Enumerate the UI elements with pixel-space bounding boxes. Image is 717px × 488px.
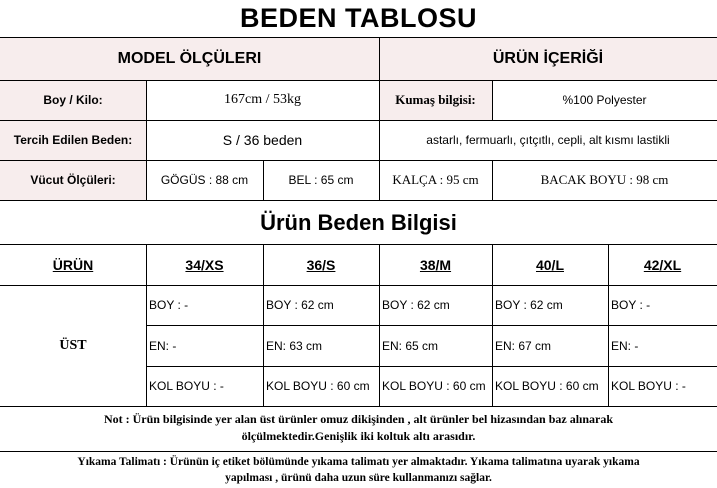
size-42-length: BOY : -: [611, 298, 651, 312]
size-40-length: BOY : 62 cm: [495, 298, 563, 312]
height-weight-value: 167cm / 53kg: [224, 92, 301, 107]
model-measurements-heading: MODEL ÖLÇÜLERI: [117, 50, 262, 67]
grid-line: [0, 451, 717, 452]
grid-line: [0, 406, 717, 407]
grid-line: [0, 200, 717, 201]
preferred-size-value: S / 36 beden: [222, 132, 303, 148]
product-content-heading: ÜRÜN İÇERİĞİ: [492, 50, 604, 67]
grid-line: [146, 245, 147, 406]
size-info-heading: Ürün Beden Bilgisi: [260, 210, 457, 235]
hip-measurement: KALÇA : 95 cm: [392, 172, 479, 187]
measurement-note-line2: ölçülmektedir.Genişlik iki koltuk altı arasıdır.: [241, 429, 476, 443]
size-38-sleeve: KOL BOYU : 60 cm: [382, 379, 486, 393]
washing-instructions: [0, 454, 717, 488]
size-42-xl-header: 42/XL: [643, 257, 682, 273]
measurement-note-line1: Not : Ürün bilgisinde yer alan üst ürünler omuz dikişinden , alt ürünler bel hizasından baz alınarak: [103, 412, 614, 426]
grid-line: [0, 285, 717, 286]
washing-instructions-line1: Yıkama Talimatı : Ürünün iç etiket bölümünde yıkama talimatı yer almaktadır. Yıkama talimatına uyarak yıkama: [77, 456, 640, 468]
size-36-length: BOY : 62 cm: [266, 298, 334, 312]
body-measurements-label: Vücut Ölçüleri:: [30, 173, 116, 187]
fabric-label: Kumaş bilgisi:: [395, 92, 476, 107]
waist-measurement: BEL : 65 cm: [288, 173, 354, 187]
grid-line: [492, 160, 493, 200]
grid-line: [0, 80, 717, 81]
preferred-size-label: Tercih Edilen Beden:: [13, 133, 133, 147]
grid-line: [0, 120, 717, 121]
grid-line: [379, 38, 380, 200]
grid-line: [0, 244, 717, 245]
size-36-width: EN: 63 cm: [266, 338, 323, 353]
size-36-sleeve: KOL BOYU : 60 cm: [266, 379, 370, 393]
grid-line: [492, 245, 493, 406]
grid-line: [492, 80, 493, 120]
grid-line: [0, 160, 717, 161]
size-40-width: EN: 67 cm: [495, 338, 552, 353]
top-row-label: ÜST: [59, 337, 87, 353]
size-34-xs-header: 34/XS: [185, 257, 224, 273]
washing-instructions-line2: yapılması , ürünü daha uzun süre kullanmanızı sağlar.: [225, 472, 492, 484]
size-42-width: EN: -: [611, 338, 639, 353]
grid-line: [146, 80, 147, 200]
grid-line: [146, 325, 717, 326]
grid-line: [263, 160, 264, 200]
product-column-header: ÜRÜN: [52, 257, 94, 273]
size-40-sleeve: KOL BOYU : 60 cm: [495, 379, 599, 393]
size-34-width: EN: -: [149, 338, 177, 353]
size-40-l-header: 40/L: [535, 257, 564, 273]
size-42-sleeve: KOL BOYU : -: [611, 379, 686, 393]
size-38-m-header: 38/M: [419, 257, 452, 273]
size-34-sleeve: KOL BOYU : -: [149, 379, 224, 393]
grid-line: [263, 245, 264, 406]
product-features: astarlı, fermuarlı, çıtçıtlı, cepli, alt kısmı lastikli: [426, 133, 670, 147]
height-weight-label: Boy / Kilo:: [43, 93, 103, 107]
grid-line: [608, 245, 609, 406]
size-36-s-header: 36/S: [306, 257, 336, 273]
chest-measurement: GÖGÜS : 88 cm: [160, 173, 249, 187]
size-34-length: BOY : -: [149, 298, 189, 312]
fabric-value: %100 Polyester: [562, 93, 647, 107]
grid-line: [379, 245, 380, 406]
size-38-width: EN: 65 cm: [382, 338, 439, 353]
grid-line: [0, 37, 717, 38]
leg-length-measurement: BACAK BOYU : 98 cm: [540, 172, 669, 187]
measurement-note: [0, 411, 717, 449]
size-38-length: BOY : 62 cm: [382, 298, 450, 312]
page-title: BEDEN TABLOSU: [239, 3, 477, 33]
grid-line: [146, 366, 717, 367]
